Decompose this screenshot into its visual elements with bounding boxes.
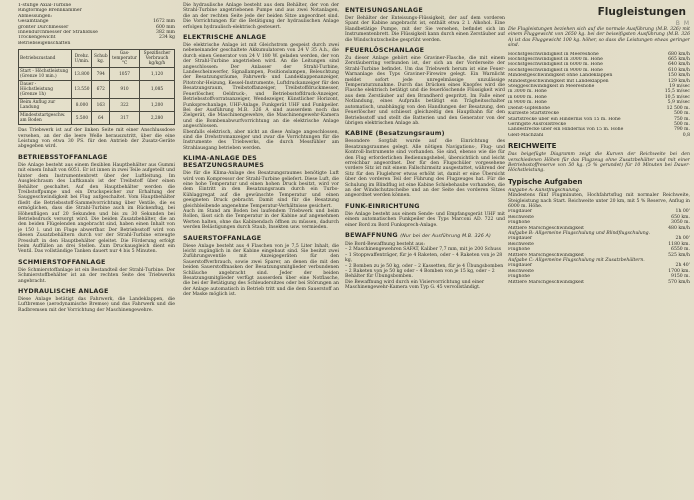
section-heading: SCHMIERSTOFFANLAGE [18, 257, 106, 266]
task-row: Flugdauer 1h 00' [508, 209, 690, 215]
list-item: – 2 Maschinengewehren SAFAT, Kaliber 7,7 mm, mit je 200 Schuss [345, 247, 501, 253]
section-heading: ENTEISUNGSANLAGE [345, 6, 423, 14]
section-heading-note: (Nur bei der Ausführung M.B. 326 A) [400, 234, 491, 239]
table-cell: 163 [92, 99, 110, 112]
table-header-cell: Spezifischer Verbrauch kg/kg/h [139, 50, 174, 68]
task-row: Flughöhe 3050 m. [508, 220, 690, 226]
task-row: Mittlere Marschgeschwindigkeit 480 km/h [508, 225, 690, 231]
section-heading: HYDRAULISCHE ANLAGE [18, 287, 109, 295]
table-cell: 5.500 [72, 112, 92, 125]
page-title: Flugleistungen [597, 6, 686, 18]
figure-label: B M [675, 20, 690, 27]
task-row: Flughöhe 9150 m. [508, 274, 690, 280]
section-heading: ELEKTRISCHE ANLAGE [183, 33, 267, 42]
task-row: Reichweite 1180 km. [508, 241, 690, 247]
section-heading [345, 232, 505, 240]
list-item: – 2 Bomben zu je 50 kg, oder – 2 Kassetten, für je 4 Übungsbomben [345, 263, 504, 269]
engine-intro-paragraph: Das Triebwerk ist auf der linken Seite mit einer Anschlussdose versehen, an der die leere Welle herauszutritt, über die eine Leistung von etwa 30 PS. für den Antrieb der Zusatz-Geräte abgegeben wird. [18, 128, 175, 150]
column-4 [508, 0, 690, 500]
task-row: Mittlere Marschgeschwindigkeit 570 km/h [508, 279, 690, 285]
column-3 [345, 0, 505, 500]
task-description: Aufgabe C: Allgemeine Flugschulung mit Zusatzbehältern. [508, 258, 645, 264]
table-cell: 8.000 [72, 99, 92, 112]
perf-row: Höchstgeschwindigkeit in 9000 m. Höhe 610 km/h [508, 67, 690, 73]
perf-row: Mindestgeschwindigkeit ohne Landeklappen 150 km/h [508, 73, 690, 79]
table-cell: Beim Anflug zur Landung [19, 99, 72, 112]
task-description: Aufgabe B: Allgemeine Flugschulung und Blindflugschulung. [508, 231, 651, 236]
table-cell: 672 [92, 81, 110, 99]
section-heading: BETRIEBSSTOFFANLAGE [18, 152, 108, 161]
perf-row: in 9000 m. Höhe 5,9 m/sec [508, 100, 690, 106]
perf-row: in 6000 m. Höhe 10,5 m/sec [508, 94, 690, 100]
section-paragraph: Die Anlage besteht aus einem flexiblen Hauptbehälter aus Gummi mit einem Inhalt von 6051. Er ist innen in zwei Teile aufgeteilt und hinter dem Instrumentenbrett über der Luftleitung. Im Ausgleichraum des Luftkanals ist der Treibstoff über einen Behälter geschaltet. Auf den Hauptbehälter werden die Treibstoffpumpe und ein Druckspeicher zur Erhaltung der Sauggeschwindigkeit bei Flug aufgeschaltet. Vom Hauptbehälter fließt die Betriebsstoff-Sammelvorrichtung über Ventile, die es ermöglichen, dass die Strahl-Turbine auch im Rückenflug, bei Höhenflügen auf 20 Sekunden und bis zu 30 Sekunden bei Betriebsdruck versorgt wird. Die beiden Zusatzbehälter, die an den beiden Flügelenden angebracht sind, haben einen Inhalt von je 150 l. und im Fluge abwerfbar. Der Betriebsstoff wird von diesen Zusatzbehältern durch vor der Strahl-Turbine erzeugte Pressluft in den Hauptbehälter geleitet. Die Förderung erfolgt beim Auffüllen an drei Stellen. Zum Druckausgleich dient ein Ventil. Das vollständige Tanken dauert nur 4 bis 5 Minuten. [18, 162, 175, 255]
task-row: Reichweite 650 km. [508, 214, 690, 220]
table-cell: 317 [110, 112, 140, 125]
perf-row: Landestrecke über ein Hindernis von 15 m. Höhe 790 m. [508, 127, 690, 133]
perf-row: Geringste Ausrollstrecke 500 m. [508, 121, 690, 127]
performance-intro-paragraph: Die Flugleistungen beziehen sich auf die normale Ausführung (M.B. 326) mit einem Fluggewicht von 2650 kg. bei der beiseifigsten Ausführung (M.B. 326 A) ist das Fluggewicht 100 kg. höher, so dass die Leistungen etwas geringer sind. [508, 27, 690, 49]
task-description: Mindestens fünf Flugminuten, Hochfahrtsflug mit normaler Reichweite, Steigleistung nach Start. Reichweite unter 20 km, mit 5 % Reserve, Anflug in 6000 m. Höhe. [508, 193, 690, 209]
perf-row: Höchstgeschwindigkeit in 3000 m. Höhe 665 km/h [508, 57, 690, 63]
section-heading: FUNK-EINRICHTUNG [345, 201, 420, 210]
table-cell: 13.550 [72, 81, 92, 99]
spec-row: größter Durchmesser 600 mm [18, 24, 175, 30]
spec-row: 1-stufige Axial-Turbine [18, 3, 72, 8]
section-paragraph: Diese Anlage betätigt das Fahrwerk, die Landeklappen, die Luftbremse (aerodynamische Bremse) und das Fahrwerk und die Radbremsen mit der Vorrichtung der Maschinengewehre. [18, 297, 175, 313]
section-paragraph: Die elektrische Anlage ist mit Gleichstrom gespeist durch zwei nebeneinander geschaltete Akkumulatoren von 24 V 35 A.h., die durch einen Generator von 24 V 180 W. geladen werden, der von der Strahl-Turbine angetrieben wird. An die Leitungen sind angeschlossen: Der Anlasser der Strahl-Turbine, Landescheinwerfer, Signallampen, Positionslampen, Beleuchtung der Besatzungsräume, Fahrwerk- und Landeklappenanzeiger, Pitotrohr-Heizung, Kessel-Instrumente, Luftdruckanzeiger für den Besatzungsraum, Treibstoffanzeiger, Treibstoffdruckmesser, Feuerlöscher, Oeldruck-, und Betriebsstoffdruck-Anzeiger, Betriebsstoffvorratsanzeiger, Wendezeiger, Künstlicher Horizont, Funksprechanlage, UHF-Anlage, Funkgerät UHF und Funkpeiler. Bei der Ausführung M.B. 326 A sind ausserdem noch das Zielgerät, die Maschinengewehre, die Maschinengewehr-Kamera und die Bombenabwurfvorrichtung an die elektrische Anlage angeschlossen. [183, 43, 339, 130]
section-paragraph: Zu dieser Anlage gehört eine Graviner-Flasche, die mit einem Zerstäuberring verbunden ist, der sich an der Vorderseite der Strahl-Turbine befindet. Um das Triebwerk herum ist eine Feuer-Warnanlage des Typs Graviner-Firewire gelegt. Ein Warnlicht meldet sofort jede unregelmässige unzulässige Temperaturzunahme. Durch das Drücken eines Knopfes wird die Flasche elektrisch betätigt und die feuerlöschende Flüssigkeit wird aus dem Zerstäuber auf den Brandherd gespritzt. Im Falle einer Notlandung, eines Aufpralls betätigt ein Trägheitsschalter automatisch, unabhängig von den Handlungen der Besatzung, den Feuerlöscher und schliesst gleichzeitig den Hauptbahn für den Betriebsstoff und stellt die Batterien und den Generator von der übrigen elektrischen Anlage ab. [345, 56, 505, 126]
section-paragraph: Die für die Klima-Anlage des Besatzungsraumes benötigte Luft wird vom Kompressor der Strahl-Turbine geliefert. Diese Luft, die eine hohe Temperatur und einen hohen Druck besitzt, wird vor dem Eintritt in den Besatzungsraum durch ein Turbo-Kühlaggregat auf die gewünschte Temperatur und einen geeigneten Druck gebracht. Damit sind für die Besatzung gleichbleibende angenehme Temperatur-Verhältnisse gesichert. [183, 171, 339, 209]
task-row: Aufgabe A: Kunstflugschulung. [508, 187, 581, 193]
section-heading: FEUERLÖSCHANLAGE [345, 46, 425, 55]
table-cell: 64 [92, 112, 110, 125]
performance-list [508, 52, 690, 139]
table-row [19, 68, 175, 81]
task-row: Flughöhe 6550 m. [508, 247, 690, 253]
table-cell: 910 [110, 81, 140, 99]
spec-row: Betriebseigenschaften [18, 40, 71, 46]
table-cell: 794 [92, 68, 110, 81]
list-item: – 2 Raketen von je 50 kg oder – 4 Bomben von je 15 kg, oder – 2 Behälter für Übungsbomben. [345, 269, 495, 280]
perf-row: Steiggeschwindigkeit in Meereshöhe 19 m/sec [508, 84, 690, 90]
table-header-cell: Gas-temperatur °C [110, 50, 140, 68]
task-row: Mittlere Marschgeschwindigkeit 525 km/h [508, 252, 690, 258]
performance-table [18, 49, 175, 125]
spec-row: Innendurchmesser der Strahldüse 382 mm [18, 30, 175, 36]
section-paragraph: Auch im Stand am Boden bei laufendem Triebwerk und beim Rollen, lässt sich die Temperatur in der Kabine auf angenehmen Werten halten, ohne das Kabinendach öffnen zu müssen, dadurch werden Belästigungen durch Staub, Insekten usw. vermieden. [183, 209, 339, 231]
task-row: Flugdauer 2h 40' [508, 263, 690, 269]
spec-row: Gesamtlänge 1672 mm [18, 19, 175, 25]
section-paragraph: Die Anlage besteht aus einem Sende- und Empfangsgerät UHF mit einem automatischen Funkpeiler des Typs Marconi AD. 722 und einer Bord zu Bord Funksprech-Anlage. [345, 211, 505, 228]
task-row: Reichweite 1700 km. [508, 268, 690, 274]
table-cell: 2,280 [139, 112, 174, 125]
section-heading: KLIMA-ANLAGE DES BESATZUNGSRAUMES [183, 154, 265, 170]
list-item: Die Bewaffnung wird durch ein Visiervorrichtung und einer Maschinengewehr-Kamera vom Typ G. 45 vervollständigt. [345, 279, 485, 291]
perf-row: Höchstgeschwindigkeit in Meereshöhe 680 km/h [508, 51, 690, 57]
perf-row: Mindestgeschwindigkeit mit Landeklappen 129 km/h [508, 78, 690, 84]
table-cell: 1,120 [139, 68, 174, 81]
perf-row: in 3000 m. Höhe 15,5 m/sec [508, 89, 690, 95]
section-paragraph: Der Behälter der Enteisungs-Flüssigkeit, der auf dem vorderen Spant der Kabine angebracht ist, enthält etwa 2 l. Alkohol. Eine Handbetätige Pumpe, mit der Sie versehen, befindet sich im Instrumentenbrett. Die Flüssigkeit kann durch einen Zerstäuber auf die Windschutzscheibe gesprüht werden. [345, 16, 505, 43]
table-header-cell: Betriebszustand [19, 50, 72, 68]
section-paragraph: Die Schmierstoffanlage ist ein Bestandteil der Strahl-Turbine. Der Schmierstoffbehälter ist an der rechten Seite des Triebwerks angebracht. [18, 267, 175, 284]
perf-row: Kürzeste Startstrecke 500 m. [508, 111, 690, 117]
perf-row: Startstrecke über ein Hindernis von 15 m. Höhe 750 m. [508, 116, 690, 122]
table-row [19, 112, 175, 125]
section-heading: Typische Aufgaben [508, 177, 583, 186]
column-2 [183, 0, 339, 500]
table-cell: 322 [110, 99, 140, 112]
section-paragraph: Die Bord-Bewaffnung besteht aus: [345, 242, 425, 247]
spec-list [18, 3, 175, 46]
perf-row: Dienst-Gipfelhöhe 12 500 m. [508, 105, 690, 111]
section-paragraph: Ebenfalls elektrisch, aber nicht an diese Anlage angeschlossen, sind die Drehstromanzeiger und zwar die Vorrichtungen für die Instrumente des Triebwerks, die durch Messfühler am Strahlausgang betrieben werden. [183, 129, 339, 151]
section-heading: SAUERSTOFFANLAGE [183, 233, 262, 242]
table-cell: 13.800 [72, 68, 92, 81]
table-cell: 1,085 [139, 81, 174, 99]
spec-row: Ringförmige Brennkammer [18, 8, 82, 14]
table-cell: Dauer - Höchstleistung (Grenze 1h) [19, 81, 72, 99]
table-cell: 1057 [110, 68, 140, 81]
table-row [19, 99, 175, 112]
section-paragraph: Besondere Sorgfalt wurde auf die Einrichtung des Besatzungsraumes gelegt. Alle nötigen Navigations-, Flug- und Kontroll-Instrumente sind vorhanden. Sie sind, ebenso wie die für den Flug erforderlichen Bedienungshebel, übersichtlich und leicht erreichbar angeordnet. Der für den Flugschüler vorgesehene vordere Sitz ist mit einem Fallschirmsitz ausgestattet, während der Sitz für den Fluglehrer etwas erhöht ist, damit er eine Übersicht über den vorderen Teil der Führung des Flugzeuges hat. Für die Schulung im Blindflug ist eine Kabine Schiebehaube vorhanden, die an der Windschutzscheibe und an der Seite des vorderen Sitzes angeordnet werden können. [345, 139, 505, 199]
perf-row: Gleit-Machzahl 0,8 [508, 132, 690, 138]
spec-row: Abmessungen: [18, 13, 53, 19]
perf-row: Höchstgeschwindigkeit in 6000 m. Höhe 640 km/h [508, 62, 690, 68]
tasks-list [508, 188, 690, 285]
table-header-cell: Schub kg. [92, 50, 110, 68]
table-header-cell: Drehz. U/min. [72, 50, 92, 68]
task-row: Flugdauer 2h 00' [508, 236, 690, 242]
table-cell: 1,200 [139, 99, 174, 112]
section-paragraph: Diese Anlage besteht aus 4 Flaschen von je 7,5 Liter Inhalt, die leicht zugänglich in der Kabine eingebaut sind. Sie besitzt zwei Zuführungsventile mit Anzeigegeräten für den Sauerstoffverbrauch, sowie zwei Sparer, an denen die mit den beiden Sauerstoffmasken der Besatzungsmitglieder verbundenen Schläuche angebracht sind. Jeder der beiden Besatzungsmitglieder verfügt ausserdem über eine Notflasche, die bei der Betätigung des Schleudersitzes oder bei Störungen an der Anlage automatisch in Betrieb tritt und die dem Sauerstoff an der Maske möglich ist. [183, 243, 339, 298]
table-cell: Start - Höchstleistung (Grenze 10 min.) [19, 68, 72, 81]
list-item: – 1 Stoppwaffenträger, für je 4 Raketen, oder – 4 Raketen von je 28 kg, [345, 252, 503, 264]
table-header-row [19, 50, 175, 68]
hydraulic-intro-paragraph: Die hydraulische Anlage besteht aus dem Behälter, der von der Strahl-Turbine angetriebenen Pumpe und aus zwei Notanlagen, die an der rechten Seite jede der beiden Sitze angeordnet sind. Die Vorrichtungen für die Betätigung der hydraulischen Anlage erfolgen hydraulisch-elektrisch gesteuert. [183, 3, 339, 30]
table-row [19, 81, 175, 99]
table-cell: Mindeststartgeschw. am Boden [19, 112, 72, 125]
section-paragraph: Das beigefügte Diagramm zeigt die Kurven der Reichweite bei den verschiedenen Höhen für das Flugzeug ohne Zusatzbehälter und mit einer Betriebsstoffreserve von 50 kg. (5 % gerundet) für 10 Minuten bei Dauer-Höchstleistung. [508, 152, 690, 174]
spec-row: Trockengewicht 234 kg [18, 35, 175, 41]
section-heading: REICHWEITE [508, 142, 557, 151]
column-1 [18, 0, 175, 500]
section-heading-text: BEWAFFNUNG [345, 231, 398, 239]
section-heading: KABINE (Besatzungsraum) [345, 129, 445, 138]
